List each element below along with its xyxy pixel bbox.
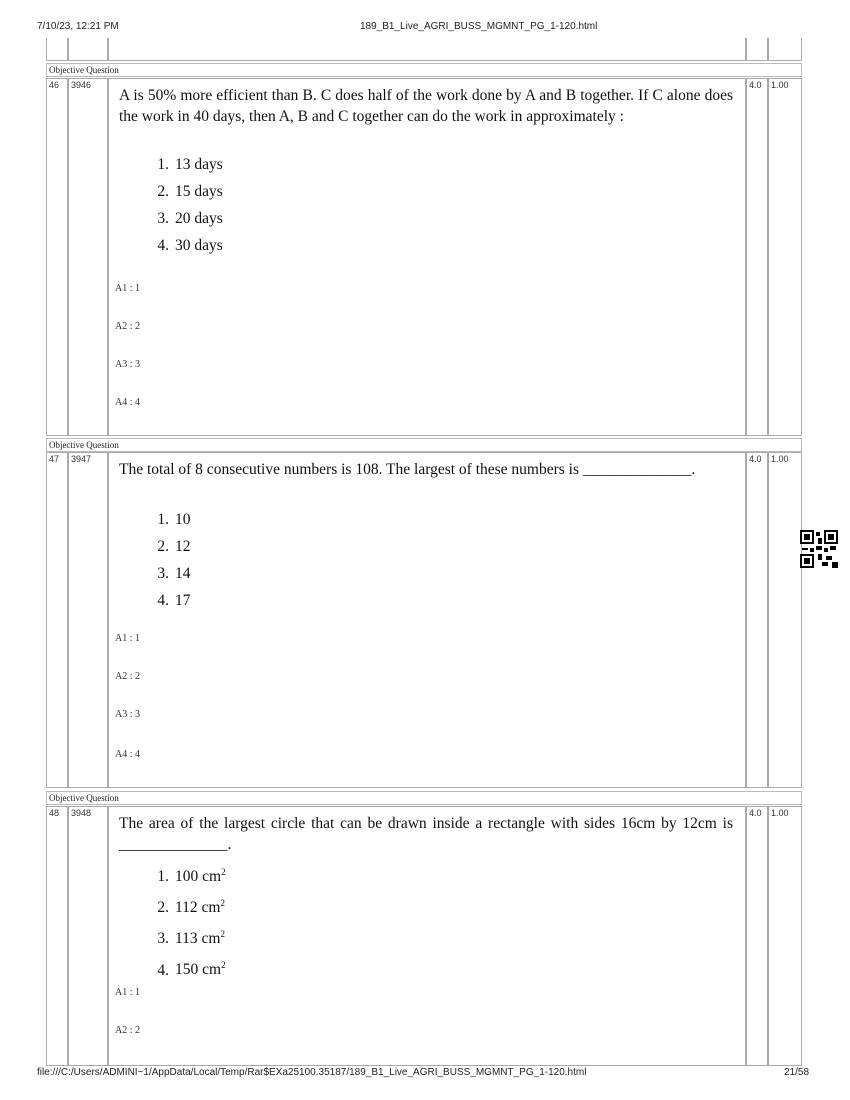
page-number: 21/58 — [784, 1067, 810, 1078]
option-text: 12 — [175, 538, 191, 555]
answer-key: A1 : 1 — [115, 633, 140, 644]
option-number: 1. — [157, 156, 169, 173]
option-item — [145, 151, 223, 178]
answer-key: A3 : 3 — [115, 359, 140, 370]
print-title: 189_B1_Live_AGRI_BUSS_MGMNT_PG_1-120.html — [360, 21, 598, 32]
option-number: 2. — [157, 183, 169, 200]
option-text: 17 — [175, 592, 191, 609]
question-id: 3947 — [68, 452, 108, 788]
question-text: The area of the largest circle that can be drawn inside a rectangle with sides 16cm by 12cm is ______________. — [119, 815, 733, 853]
qr-code-icon — [800, 530, 838, 568]
option-number: 1. — [157, 868, 169, 886]
option-text: 30 days — [175, 237, 223, 254]
marks: 4.0 — [746, 452, 768, 788]
serial-number: 46 — [46, 78, 68, 436]
question-type-label: Objective Question — [46, 438, 802, 452]
option-text: 13 days — [175, 156, 223, 173]
question-type-label: Objective Question — [46, 63, 802, 77]
option-text: 20 days — [175, 210, 223, 227]
option-text: 100 cm — [175, 868, 222, 886]
prev-row-cell — [46, 38, 68, 61]
option-text: 113 cm — [175, 930, 221, 948]
option-number: 3. — [157, 210, 169, 227]
option-item — [145, 232, 223, 259]
prev-row-cell — [68, 38, 108, 61]
option-item — [145, 859, 226, 890]
prev-row-cell — [746, 38, 768, 61]
answer-key: A4 : 4 — [115, 749, 140, 760]
question-content — [108, 452, 746, 788]
option-item — [145, 533, 191, 560]
option-item — [145, 205, 223, 232]
option-text: 10 — [175, 511, 191, 528]
question-text: A is 50% more efficient than B. C does half of the work done by A and B together. If C alone does the work in 40 days, then A, B and C together can do the work in approximately : — [119, 87, 733, 125]
question-content — [108, 78, 746, 436]
option-text: 112 cm — [175, 899, 221, 917]
marks: 4.0 — [746, 806, 768, 1066]
negative-marks: 1.00 — [768, 452, 802, 788]
option-item — [145, 952, 226, 983]
question-text: The total of 8 consecutive numbers is 108. The largest of these numbers is ______________. — [119, 461, 696, 478]
option-item — [145, 560, 191, 587]
answer-key: A1 : 1 — [115, 987, 140, 998]
option-text: 14 — [175, 565, 191, 582]
option-number: 3. — [157, 565, 169, 582]
options-list — [145, 859, 226, 984]
marks: 4.0 — [746, 78, 768, 436]
option-number: 1. — [157, 511, 169, 528]
option-superscript: 2 — [220, 929, 225, 940]
serial-number: 47 — [46, 452, 68, 788]
answer-key: A2 : 2 — [115, 321, 140, 332]
option-number: 2. — [157, 538, 169, 555]
answer-key: A3 : 3 — [115, 709, 140, 720]
option-number: 2. — [157, 899, 169, 917]
question-id: 3946 — [68, 78, 108, 436]
option-number: 3. — [157, 930, 169, 948]
negative-marks: 1.00 — [768, 78, 802, 436]
serial-number: 48 — [46, 806, 68, 1066]
option-item — [145, 587, 191, 614]
options-list — [145, 151, 223, 259]
print-file-path: file:///C:/Users/ADMINI~1/AppData/Local/Temp/Rar$EXa25100.35187/189_B1_Live_AGRI_BUSS_MGMNT_PG_1-120.html — [37, 1067, 587, 1078]
option-text: 150 cm — [175, 961, 222, 979]
option-item — [145, 506, 191, 533]
options-list — [145, 506, 191, 614]
option-number: 4. — [157, 237, 169, 254]
question-content — [108, 806, 746, 1066]
print-datetime: 7/10/23, 12:21 PM — [37, 21, 119, 32]
question-id: 3948 — [68, 806, 108, 1066]
prev-row-cell — [108, 38, 746, 61]
question-type-label: Objective Question — [46, 791, 802, 805]
option-item — [145, 921, 226, 952]
option-number: 4. — [157, 592, 169, 609]
option-text: 15 days — [175, 183, 223, 200]
answer-key: A2 : 2 — [115, 1025, 140, 1036]
answer-key: A2 : 2 — [115, 671, 140, 682]
negative-marks: 1.00 — [768, 806, 802, 1066]
answer-key: A4 : 4 — [115, 397, 140, 408]
option-item — [145, 890, 226, 921]
option-superscript: 2 — [220, 898, 225, 909]
prev-row-cell — [768, 38, 802, 61]
option-item — [145, 178, 223, 205]
answer-key: A1 : 1 — [115, 283, 140, 294]
option-number: 4. — [157, 961, 169, 979]
option-superscript: 2 — [221, 960, 226, 971]
option-superscript: 2 — [221, 867, 226, 877]
